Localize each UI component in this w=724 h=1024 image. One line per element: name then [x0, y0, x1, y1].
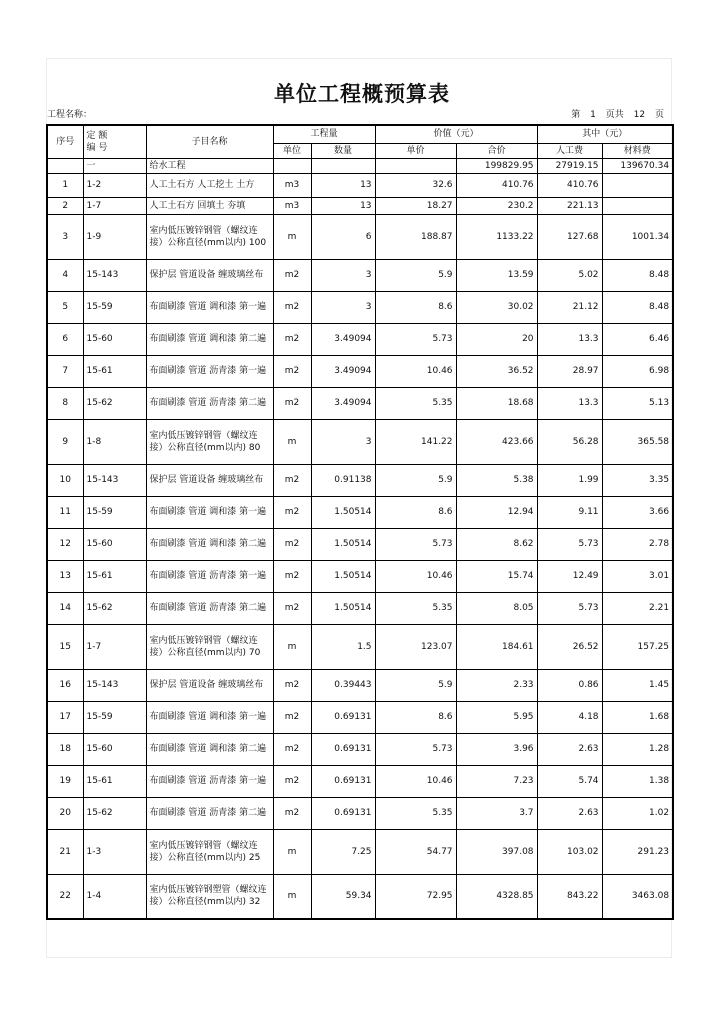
cell-qty: 3 — [311, 419, 375, 464]
cell-unit: m2 — [273, 387, 311, 419]
cell-code: 15-59 — [83, 496, 146, 528]
cell-seq: 6 — [47, 323, 83, 355]
cell-material: 2.78 — [602, 528, 673, 560]
cell-total: 4328.85 — [456, 874, 537, 919]
cell-name: 布面刷漆 管道 调和漆 第一遍 — [146, 496, 273, 528]
cell-unit: m2 — [273, 464, 311, 496]
cell-seq: 10 — [47, 464, 83, 496]
cell-material: 1.68 — [602, 701, 673, 733]
cell-name: 布面刷漆 管道 调和漆 第一遍 — [146, 291, 273, 323]
cell-material: 157.25 — [602, 624, 673, 669]
cell-code: 15-62 — [83, 592, 146, 624]
summary-row — [47, 158, 673, 173]
cell-unit: m — [273, 214, 311, 259]
table-row — [47, 829, 673, 874]
cell-code: 1-9 — [83, 214, 146, 259]
cell-unit: m2 — [273, 733, 311, 765]
header-row-1 — [47, 125, 673, 143]
cell-total: 397.08 — [456, 829, 537, 874]
cell-material: 291.23 — [602, 829, 673, 874]
cell-material: 5.13 — [602, 387, 673, 419]
cell-seq: 8 — [47, 387, 83, 419]
cell-name: 室内低压镀锌钢管（螺纹连接）公称直径(mm以内) 70 — [146, 624, 273, 669]
cell-unit-price: 72.95 — [375, 874, 456, 919]
cell-name: 布面刷漆 管道 沥青漆 第一遍 — [146, 765, 273, 797]
cell-unit-price: 5.9 — [375, 669, 456, 701]
cell-seq: 14 — [47, 592, 83, 624]
cell-total: 423.66 — [456, 419, 537, 464]
header-material: 材料费 — [602, 143, 673, 158]
cell-qty: 0.69131 — [311, 797, 375, 829]
table-row — [47, 355, 673, 387]
cell-seq: 12 — [47, 528, 83, 560]
header-of-which-group: 其中（元） — [537, 125, 673, 143]
cell-unit-price: 5.35 — [375, 797, 456, 829]
cell-qty: 3.49094 — [311, 323, 375, 355]
cell-qty: 6 — [311, 214, 375, 259]
cell-total: 12.94 — [456, 496, 537, 528]
table-row — [47, 701, 673, 733]
cell-labor: 5.73 — [537, 528, 602, 560]
table-row — [47, 874, 673, 919]
cell-seq: 15 — [47, 624, 83, 669]
cell-unit: m — [273, 829, 311, 874]
cell-unit: m2 — [273, 592, 311, 624]
cell-qty: 3 — [311, 259, 375, 291]
cell-material: 139670.34 — [602, 158, 673, 173]
cell-unit: m — [273, 874, 311, 919]
cell-total: 184.61 — [456, 624, 537, 669]
cell-total: 1133.22 — [456, 214, 537, 259]
header-unit: 单位 — [273, 143, 311, 158]
page-label-mid: 页共 — [605, 110, 624, 120]
cell-total: 5.38 — [456, 464, 537, 496]
table-row — [47, 197, 673, 214]
cell-seq: 9 — [47, 419, 83, 464]
cell-total: 230.2 — [456, 197, 537, 214]
cell-unit-price: 10.46 — [375, 765, 456, 797]
table-row — [47, 624, 673, 669]
cell-code: 1-4 — [83, 874, 146, 919]
cell-seq: 17 — [47, 701, 83, 733]
cell-seq: 20 — [47, 797, 83, 829]
cell-unit: m2 — [273, 528, 311, 560]
cell-unit-price: 5.35 — [375, 387, 456, 419]
table-row — [47, 592, 673, 624]
cell-material: 1001.34 — [602, 214, 673, 259]
cell-qty: 59.34 — [311, 874, 375, 919]
cell-unit-price: 32.6 — [375, 173, 456, 197]
cell-unit-price: 123.07 — [375, 624, 456, 669]
cell-unit-price: 5.9 — [375, 259, 456, 291]
cell-labor: 2.63 — [537, 797, 602, 829]
cell-seq: 18 — [47, 733, 83, 765]
cell-qty: 13 — [311, 197, 375, 214]
cell-labor: 2.63 — [537, 733, 602, 765]
cell-material: 8.48 — [602, 291, 673, 323]
cell-name: 室内低压镀锌钢塑管（螺纹连接）公称直径(mm以内) 32 — [146, 874, 273, 919]
cell-labor: 12.49 — [537, 560, 602, 592]
cell-code: 15-62 — [83, 797, 146, 829]
cell-qty: 3.49094 — [311, 355, 375, 387]
cell-unit: m — [273, 419, 311, 464]
cell-unit-price: 188.87 — [375, 214, 456, 259]
page-indicator — [567, 107, 664, 120]
cell-total: 13.59 — [456, 259, 537, 291]
cell-labor: 21.12 — [537, 291, 602, 323]
cell-seq: 13 — [47, 560, 83, 592]
cell-unit: m — [273, 624, 311, 669]
cell-labor: 1.99 — [537, 464, 602, 496]
cell-total: 7.23 — [456, 765, 537, 797]
cell-material: 3463.08 — [602, 874, 673, 919]
cell-unit: m2 — [273, 701, 311, 733]
cell-total: 410.76 — [456, 173, 537, 197]
cell-name: 布面刷漆 管道 调和漆 第二遍 — [146, 323, 273, 355]
cell-labor: 5.73 — [537, 592, 602, 624]
header-labor: 人工费 — [537, 143, 602, 158]
cell-labor: 103.02 — [537, 829, 602, 874]
cell-name: 保护层 管道设备 缠玻璃丝布 — [146, 669, 273, 701]
cell-labor: 27919.15 — [537, 158, 602, 173]
cell-qty: 1.50514 — [311, 592, 375, 624]
cell-qty: 1.50514 — [311, 560, 375, 592]
cell-unit: m2 — [273, 291, 311, 323]
page-current: 1 — [590, 110, 596, 120]
cell-name: 布面刷漆 管道 沥青漆 第一遍 — [146, 355, 273, 387]
cell-unit-price: 8.6 — [375, 496, 456, 528]
cell-qty: 1.50514 — [311, 528, 375, 560]
cell-material: 3.01 — [602, 560, 673, 592]
cell-code: 15-60 — [83, 323, 146, 355]
cell-labor: 9.11 — [537, 496, 602, 528]
cell-material — [602, 197, 673, 214]
cell-qty: 3 — [311, 291, 375, 323]
cell-name: 布面刷漆 管道 沥青漆 第一遍 — [146, 560, 273, 592]
cell-name: 布面刷漆 管道 沥青漆 第二遍 — [146, 387, 273, 419]
cell-material: 1.45 — [602, 669, 673, 701]
cell-name: 布面刷漆 管道 调和漆 第二遍 — [146, 528, 273, 560]
cell-unit: m2 — [273, 259, 311, 291]
cell-labor: 221.13 — [537, 197, 602, 214]
cell-total: 8.05 — [456, 592, 537, 624]
cell-labor: 13.3 — [537, 387, 602, 419]
cell-seq: 21 — [47, 829, 83, 874]
cell-name: 室内低压镀锌钢管（螺纹连接）公称直径(mm以内) 25 — [146, 829, 273, 874]
cell-labor: 56.28 — [537, 419, 602, 464]
cell-material: 1.28 — [602, 733, 673, 765]
cell-labor: 13.3 — [537, 323, 602, 355]
page-label-prefix: 第 — [571, 110, 581, 120]
header-unit-price: 单价 — [375, 143, 456, 158]
cell-qty: 13 — [311, 173, 375, 197]
cell-code: 1-2 — [83, 173, 146, 197]
cell-material: 3.66 — [602, 496, 673, 528]
cell-total: 8.62 — [456, 528, 537, 560]
page-label-suffix: 页 — [654, 110, 664, 120]
cell-seq: 5 — [47, 291, 83, 323]
cell-code: 15-59 — [83, 291, 146, 323]
cell-unit-price: 10.46 — [375, 560, 456, 592]
cell-unit-price: 5.9 — [375, 464, 456, 496]
cell-total: 36.52 — [456, 355, 537, 387]
cell-unit-price: 54.77 — [375, 829, 456, 874]
project-name-label: 工程名称： — [47, 110, 93, 120]
header-code-line1: 定 额 — [86, 130, 108, 141]
cell-labor: 0.86 — [537, 669, 602, 701]
cell-unit: m2 — [273, 323, 311, 355]
table-row — [47, 214, 673, 259]
cell-seq: 3 — [47, 214, 83, 259]
table-row — [47, 291, 673, 323]
cell-unit-price: 5.35 — [375, 592, 456, 624]
cell-material: 2.21 — [602, 592, 673, 624]
cell-labor: 843.22 — [537, 874, 602, 919]
cell-code: 15-143 — [83, 259, 146, 291]
cell-unit-price: 8.6 — [375, 291, 456, 323]
cell-total: 2.33 — [456, 669, 537, 701]
table-row — [47, 733, 673, 765]
cell-code: 15-61 — [83, 355, 146, 387]
cell-total: 30.02 — [456, 291, 537, 323]
cell-unit-price: 18.27 — [375, 197, 456, 214]
cell-unit-price: 10.46 — [375, 355, 456, 387]
cell-labor: 5.02 — [537, 259, 602, 291]
cell-unit: m2 — [273, 560, 311, 592]
cell-qty: 0.39443 — [311, 669, 375, 701]
table-row — [47, 387, 673, 419]
cell-qty: 7.25 — [311, 829, 375, 874]
table-row — [47, 259, 673, 291]
cell-name: 室内低压镀锌钢管（螺纹连接）公称直径(mm以内) 100 — [146, 214, 273, 259]
cell-material: 1.38 — [602, 765, 673, 797]
cell-qty: 1.5 — [311, 624, 375, 669]
cell-unit-price: 141.22 — [375, 419, 456, 464]
cell-name: 人工土石方 回填土 夯填 — [146, 197, 273, 214]
cell-unit-price: 8.6 — [375, 701, 456, 733]
cell-labor: 410.76 — [537, 173, 602, 197]
table-row — [47, 173, 673, 197]
cell-name: 布面刷漆 管道 沥青漆 第二遍 — [146, 592, 273, 624]
table-row — [47, 419, 673, 464]
cell-labor: 5.74 — [537, 765, 602, 797]
cell-code: 1-8 — [83, 419, 146, 464]
cell-material: 6.98 — [602, 355, 673, 387]
cell-code: 1-7 — [83, 197, 146, 214]
header-code — [83, 125, 146, 158]
page-title: 单位工程概预算表 — [274, 82, 450, 106]
header-total: 合价 — [456, 143, 537, 158]
cell-unit-price: 5.73 — [375, 323, 456, 355]
cell-code: 15-60 — [83, 733, 146, 765]
cell-code: 15-59 — [83, 701, 146, 733]
cell-labor: 26.52 — [537, 624, 602, 669]
header-qty: 数量 — [311, 143, 375, 158]
cell-total: 15.74 — [456, 560, 537, 592]
cell-qty — [311, 158, 375, 173]
page-total: 12 — [633, 110, 646, 120]
cell-total: 5.95 — [456, 701, 537, 733]
table-row — [47, 797, 673, 829]
cell-total: 3.96 — [456, 733, 537, 765]
cell-labor: 4.18 — [537, 701, 602, 733]
cell-labor: 28.97 — [537, 355, 602, 387]
cell-name: 给水工程 — [146, 158, 273, 173]
cell-name: 布面刷漆 管道 沥青漆 第二遍 — [146, 797, 273, 829]
table-row — [47, 528, 673, 560]
cell-unit: m2 — [273, 355, 311, 387]
cell-qty: 0.69131 — [311, 765, 375, 797]
cell-qty: 1.50514 — [311, 496, 375, 528]
cell-code: 15-60 — [83, 528, 146, 560]
cell-seq: 16 — [47, 669, 83, 701]
cell-seq: 22 — [47, 874, 83, 919]
cell-material: 6.46 — [602, 323, 673, 355]
cell-name: 保护层 管道设备 缠玻璃丝布 — [146, 464, 273, 496]
cell-code: 1-7 — [83, 624, 146, 669]
cell-seq: 4 — [47, 259, 83, 291]
cell-seq: 19 — [47, 765, 83, 797]
cell-total: 199829.95 — [456, 158, 537, 173]
cell-labor: 127.68 — [537, 214, 602, 259]
table-row — [47, 496, 673, 528]
cell-seq: 1 — [47, 173, 83, 197]
cell-material: 365.58 — [602, 419, 673, 464]
cell-code: 1-3 — [83, 829, 146, 874]
cell-seq — [47, 158, 83, 173]
cell-material: 1.02 — [602, 797, 673, 829]
table-row — [47, 464, 673, 496]
cell-unit: m2 — [273, 669, 311, 701]
cell-total: 3.7 — [456, 797, 537, 829]
cell-code: 15-62 — [83, 387, 146, 419]
cell-qty: 3.49094 — [311, 387, 375, 419]
cell-unit: m2 — [273, 797, 311, 829]
cell-qty: 0.91138 — [311, 464, 375, 496]
cell-unit: m2 — [273, 765, 311, 797]
cell-seq: 11 — [47, 496, 83, 528]
cell-unit: m3 — [273, 197, 311, 214]
cell-qty: 0.69131 — [311, 701, 375, 733]
cell-unit: m2 — [273, 496, 311, 528]
cell-seq: 7 — [47, 355, 83, 387]
header-value-group: 价值（元） — [375, 125, 537, 143]
header-item-name: 子目名称 — [146, 125, 273, 158]
budget-table — [46, 124, 674, 920]
cell-name: 布面刷漆 管道 调和漆 第二遍 — [146, 733, 273, 765]
cell-unit-price — [375, 158, 456, 173]
cell-total: 20 — [456, 323, 537, 355]
cell-seq: 2 — [47, 197, 83, 214]
cell-name: 保护层 管道设备 缠玻璃丝布 — [146, 259, 273, 291]
cell-code: 15-61 — [83, 560, 146, 592]
table-row — [47, 560, 673, 592]
header-quantity-group: 工程量 — [273, 125, 375, 143]
cell-unit-price: 5.73 — [375, 733, 456, 765]
cell-material: 8.48 — [602, 259, 673, 291]
header-seq: 序号 — [47, 125, 83, 158]
cell-material: 3.35 — [602, 464, 673, 496]
cell-material — [602, 173, 673, 197]
cell-name: 人工土石方 人工挖土 土方 — [146, 173, 273, 197]
cell-qty: 0.69131 — [311, 733, 375, 765]
cell-unit — [273, 158, 311, 173]
table-row — [47, 323, 673, 355]
table-row — [47, 765, 673, 797]
header-code-line2: 编 号 — [86, 142, 108, 153]
cell-name: 室内低压镀锌钢管（螺纹连接）公称直径(mm以内) 80 — [146, 419, 273, 464]
cell-total: 18.68 — [456, 387, 537, 419]
cell-code: 一 — [83, 158, 146, 173]
cell-code: 15-143 — [83, 669, 146, 701]
cell-code: 15-61 — [83, 765, 146, 797]
cell-code: 15-143 — [83, 464, 146, 496]
cell-name: 布面刷漆 管道 调和漆 第一遍 — [146, 701, 273, 733]
table-row — [47, 669, 673, 701]
cell-unit-price: 5.73 — [375, 528, 456, 560]
cell-unit: m3 — [273, 173, 311, 197]
